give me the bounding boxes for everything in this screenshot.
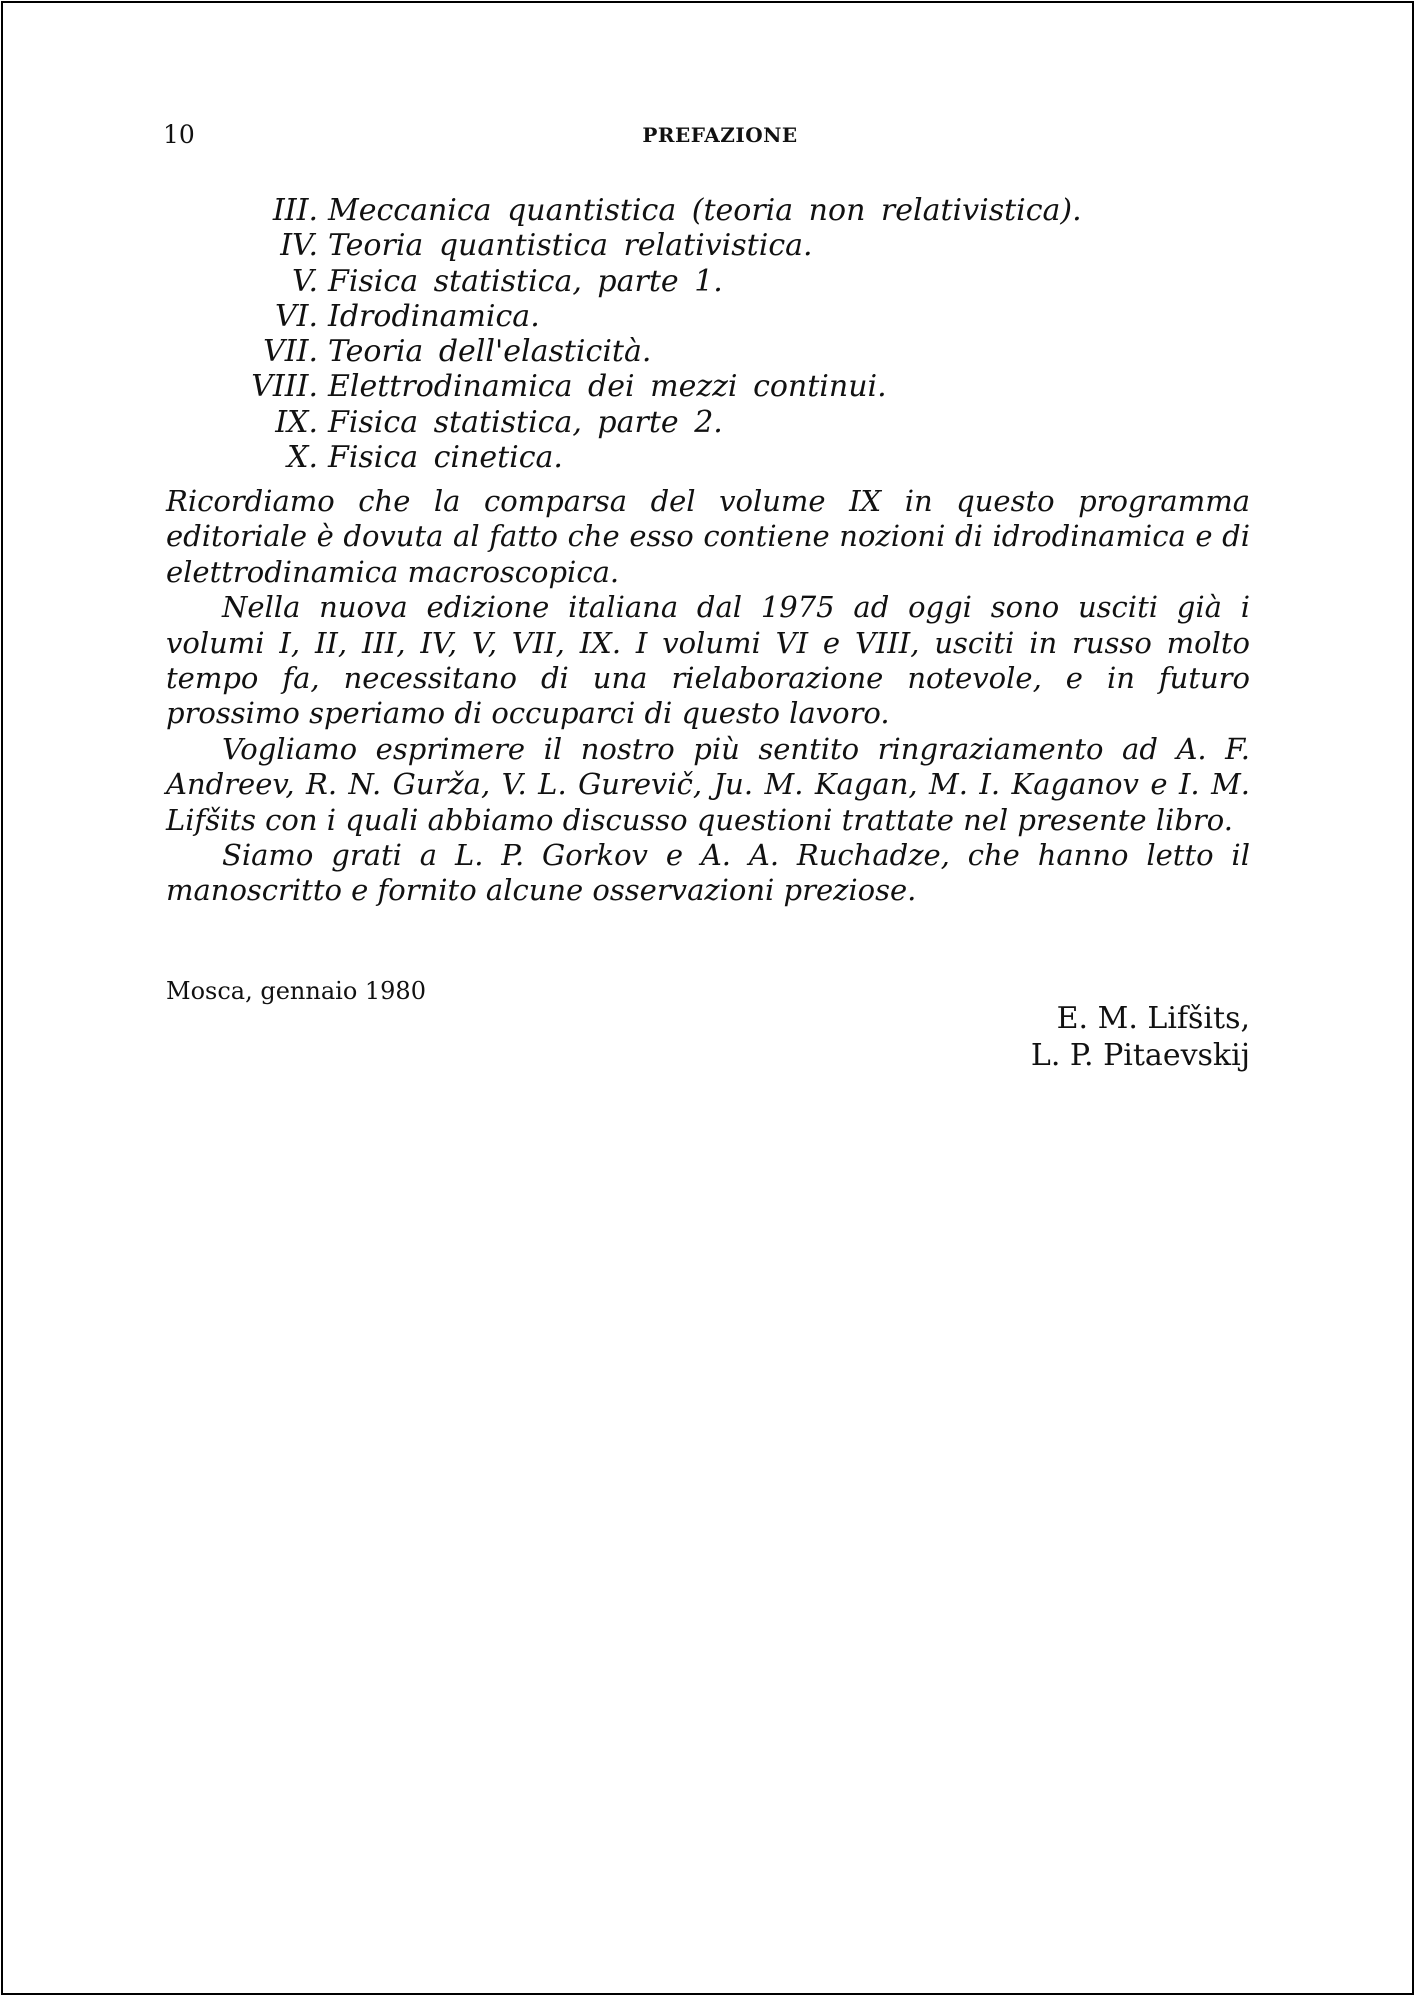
volume-number: VIII.: [251, 369, 318, 405]
paragraph-acknowledgements: Vogliamo esprimere il nostro più sentito ringraziamento ad A. F. Andreev, R. N. Gurža, V. L. Gurevič, Ju. M. Kagan, M. I. Kaganov e I. M. Lifšits con i quali abbiamo discusso questioni trattate nel presente libro.: [166, 731, 1250, 837]
place-date: Mosca, gennaio 1980: [166, 977, 426, 1005]
volume-number: III.: [272, 193, 318, 228]
running-header: PREFAZIONE: [642, 123, 798, 147]
volume-title: Fisica statistica, parte 2.: [328, 404, 723, 440]
volume-title: Idrodinamica.: [328, 298, 540, 334]
volume-title: Fisica statistica, parte 1.: [328, 263, 723, 299]
volume-title: Teoria dell'elasticità.: [328, 334, 652, 370]
preface-body: [166, 484, 1250, 909]
paragraph-italian-edition: Nella nuova edizione italiana dal 1975 ad oggi sono usciti già i volumi I, II, III, IV, V, VII, IX. I volumi VI e VIII, usciti in russo molto tempo fa, necessitano di una rielaborazione notevole, e in futuro prossimo speriamo di occuparci di questo lavoro.: [166, 590, 1250, 731]
volume-title: Teoria quantistica relativistica.: [328, 228, 813, 264]
signature-block: [1031, 1000, 1250, 1074]
volume-title: Meccanica quantistica (teoria non relativistica).: [328, 193, 1082, 228]
volume-number: IX.: [275, 404, 318, 440]
volume-number: VI.: [274, 298, 318, 334]
signature-author-2: L. P. Pitaevskij: [1030, 1038, 1250, 1073]
volume-number: V.: [292, 263, 318, 299]
page-number: 10: [163, 120, 195, 149]
volume-number: VII.: [263, 334, 318, 370]
signature-author-1: E. M. Lifšits,: [1056, 1001, 1250, 1036]
volume-title: Fisica cinetica.: [328, 440, 563, 476]
volume-number: IV.: [280, 228, 318, 264]
paragraph-thanks-reviewers: Siamo grati a L. P. Gorkov e A. A. Ruchadze, che hanno letto il manoscritto e fornito alcune osservazioni preziose.: [166, 838, 1250, 908]
paragraph-volume-ix-note: Ricordiamo che la comparsa del volume IX in questo programma editoriale è dovuta al fatto che esso contiene nozioni di idrodinamica e di elettrodinamica macroscopica.: [166, 484, 1250, 589]
volume-number: X.: [287, 440, 318, 476]
volume-title: Elettrodinamica dei mezzi continui.: [328, 369, 887, 405]
